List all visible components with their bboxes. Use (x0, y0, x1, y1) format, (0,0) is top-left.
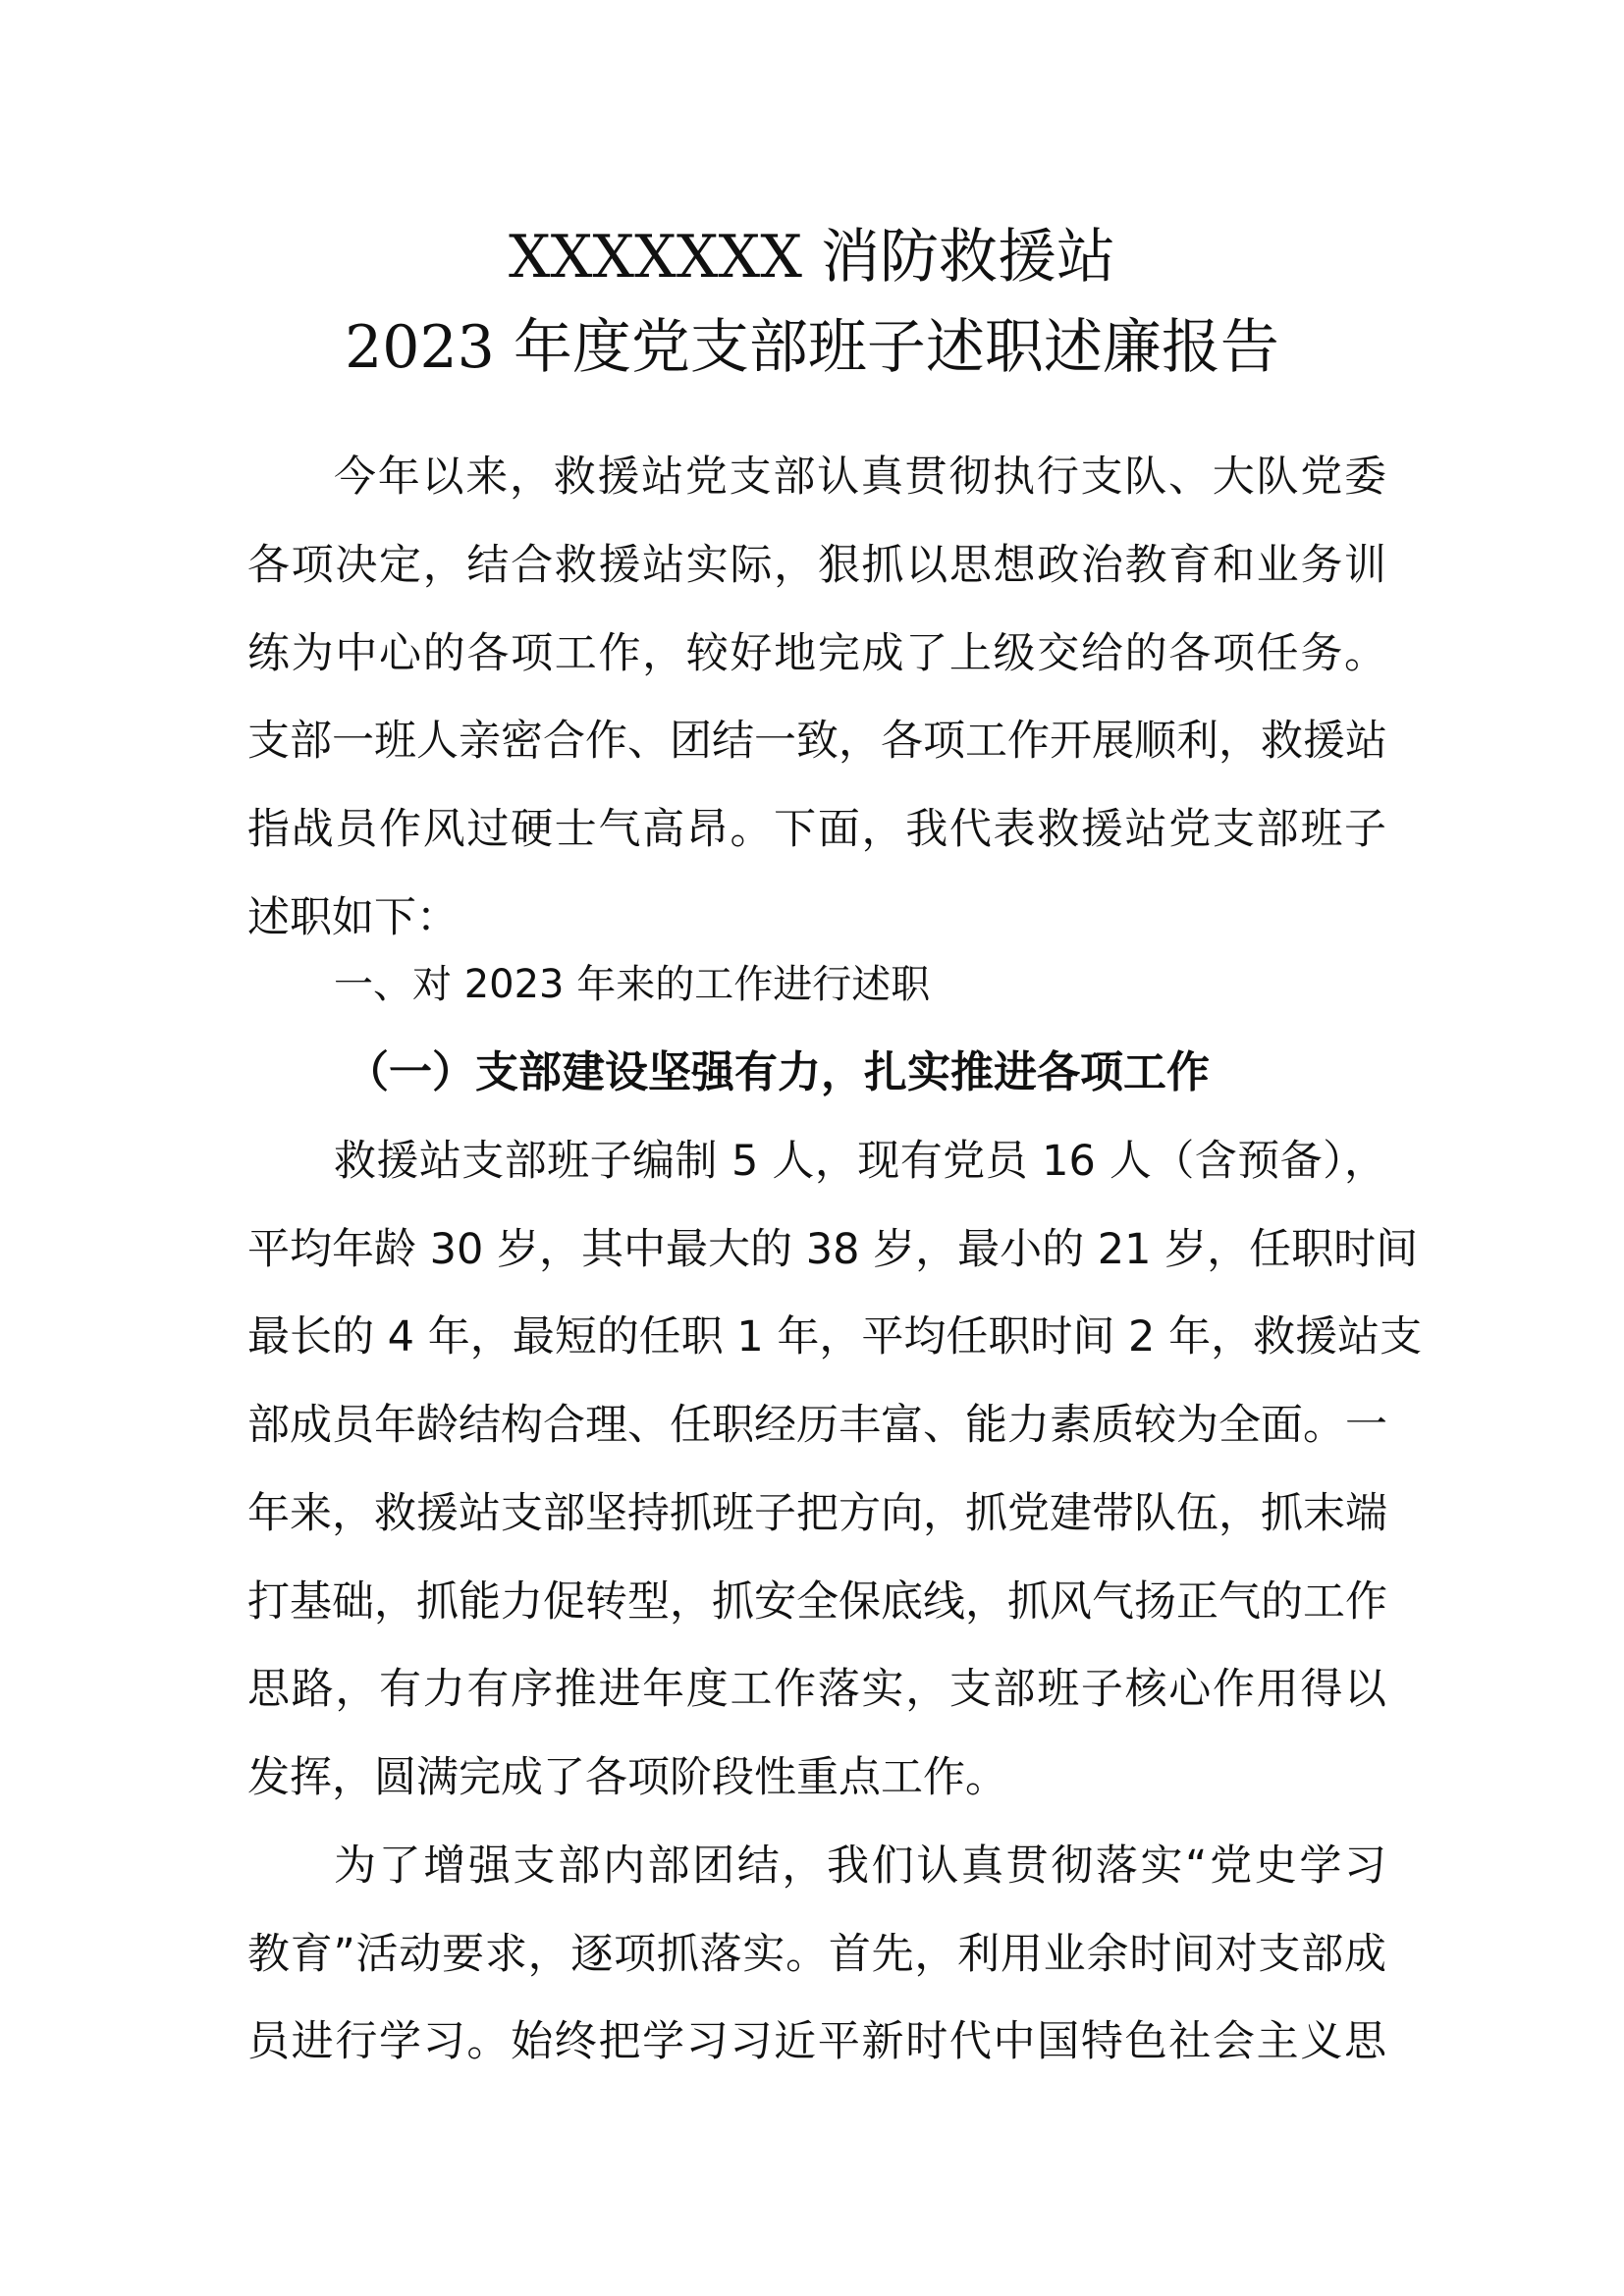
paragraph-line: 为了增强支部内部团结，我们认真贯彻落实“党史学习 (334, 1842, 1386, 1891)
paragraph-line: 平均年龄 30 岁，其中最大的 38 岁，最小的 21 岁，任职时间 (247, 1225, 1419, 1274)
paragraph-line: 救援站支部班子编制 5 人，现有党员 16 人（含预备）， (334, 1137, 1386, 1186)
paragraph-line: 最长的 4 年，最短的任职 1 年，平均任职时间 2 年，救援站支 (247, 1312, 1423, 1362)
paragraph-line: 打基础，抓能力促转型，抓安全保底线，抓风气扬正气的工作 (247, 1577, 1387, 1627)
paragraph-line: 指战员作风过硬士气高昂。下面，我代表救援站党支部班子 (247, 805, 1386, 854)
paragraph-line: 员进行学习。始终把学习习近平新时代中国特色社会主义思 (247, 2017, 1386, 2066)
paragraph-line: 教育”活动要求，逐项抓落实。首先，利用业余时间对支部成 (247, 1930, 1386, 1979)
title-line-1: XXXXXXX 消防救援站 (508, 223, 1116, 292)
paragraph-line: 今年以来，救援站党支部认真贯彻执行支队、大队党委 (334, 453, 1386, 502)
paragraph-line: 支部一班人亲密合作、团结一致，各项工作开展顺利，救援站 (247, 717, 1387, 766)
paragraph-line: 年来，救援站支部坚持抓班子把方向，抓党建带队伍，抓末端 (247, 1489, 1387, 1538)
paragraph-line: 思路，有力有序推进年度工作落实，支部班子核心作用得以 (247, 1665, 1386, 1714)
subsection-heading: （一）支部建设坚强有力，扎实推进各项工作 (346, 1047, 1210, 1097)
paragraph-line: 各项决定，结合救援站实际，狠抓以思想政治教育和业务训 (247, 541, 1386, 590)
paragraph-line: 述职如下： (247, 893, 459, 942)
paragraph-line: 发挥，圆满完成了各项阶段性重点工作。 (247, 1753, 1007, 1802)
paragraph-line: 部成员年龄结构合理、任职经历丰富、能力素质较为全面。一 (247, 1401, 1387, 1450)
paragraph-line: 练为中心的各项工作，较好地完成了上级交给的各项任务。 (247, 629, 1386, 678)
title-line-2: 2023 年度党支部班子述职述廉报告 (345, 313, 1279, 382)
section-heading: 一、对 2023 年来的工作进行述职 (334, 962, 931, 1007)
